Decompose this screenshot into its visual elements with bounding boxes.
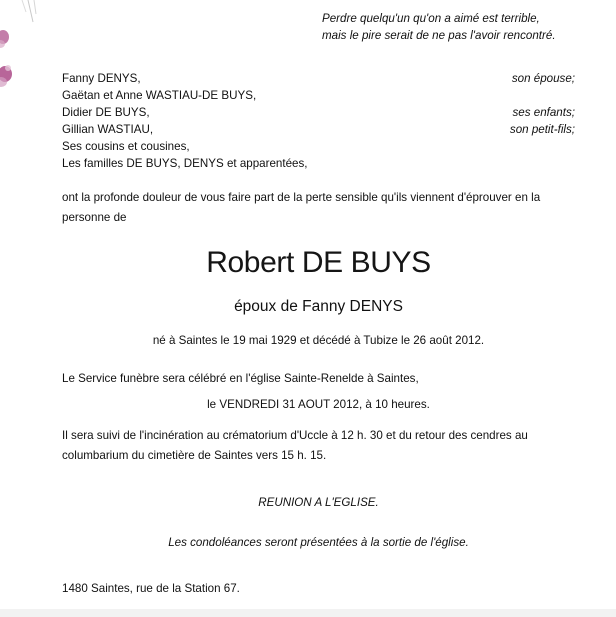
- family-row: [62, 72, 575, 88]
- birth-death-dates: né à Saintes le 19 mai 1929 et décédé à Tubize le 26 août 2012.: [152, 334, 485, 347]
- flower-decoration-icon: [0, 0, 48, 110]
- quote-line-2: mais le pire serait de ne pas l'avoir rencontré.: [322, 29, 556, 42]
- family-row: [62, 89, 575, 105]
- family-row: [62, 123, 575, 139]
- cremation-line-2: columbarium du cimetière de Saintes vers 15 h. 15.: [62, 449, 327, 462]
- family-row: [62, 106, 575, 122]
- address: 1480 Saintes, rue de la Station 67.: [62, 582, 240, 595]
- page-bottom-edge: [0, 609, 616, 617]
- family-member-name: Gillian WASTIAU,: [62, 123, 154, 136]
- intro-paragraph: ont la profonde douleur de vous faire part de la perte sensible qu'ils viennent d'éprouver en la personne de: [62, 191, 541, 224]
- family-member-role: son épouse;: [511, 72, 575, 85]
- spouse-line: époux de Fanny DENYS: [234, 298, 403, 315]
- deceased-name: Robert DE BUYS: [206, 246, 431, 279]
- family-row: [62, 140, 575, 156]
- family-member-name: Ses cousins et cousines,: [62, 140, 190, 153]
- cremation-line-1: Il sera suivi de l'incinération au crématorium d'Uccle à 12 h. 30 et du retour des cendres au: [62, 429, 528, 442]
- service-line-2: le VENDREDI 31 AOUT 2012, à 10 heures.: [207, 398, 430, 411]
- service-line-1: Le Service funèbre sera célébré en l'église Sainte-Renelde à Saintes,: [62, 372, 419, 385]
- family-member-name: Fanny DENYS,: [62, 72, 141, 85]
- family-member-role: ses enfants;: [512, 106, 575, 119]
- family-member-role: son petit-fils;: [509, 123, 575, 136]
- family-row: [62, 157, 575, 173]
- family-member-name: Didier DE BUYS,: [62, 106, 150, 119]
- reunion-notice: REUNION A L'EGLISE.: [258, 496, 379, 509]
- family-member-name: Les familles DE BUYS, DENYS et apparentées,: [62, 157, 308, 170]
- quote-line-1: Perdre quelqu'un qu'on a aimé est terrible,: [322, 12, 540, 25]
- condolences-notice: Les condoléances seront présentées à la sortie de l'église.: [168, 536, 469, 549]
- family-member-name: Gaëtan et Anne WASTIAU-DE BUYS,: [62, 89, 257, 102]
